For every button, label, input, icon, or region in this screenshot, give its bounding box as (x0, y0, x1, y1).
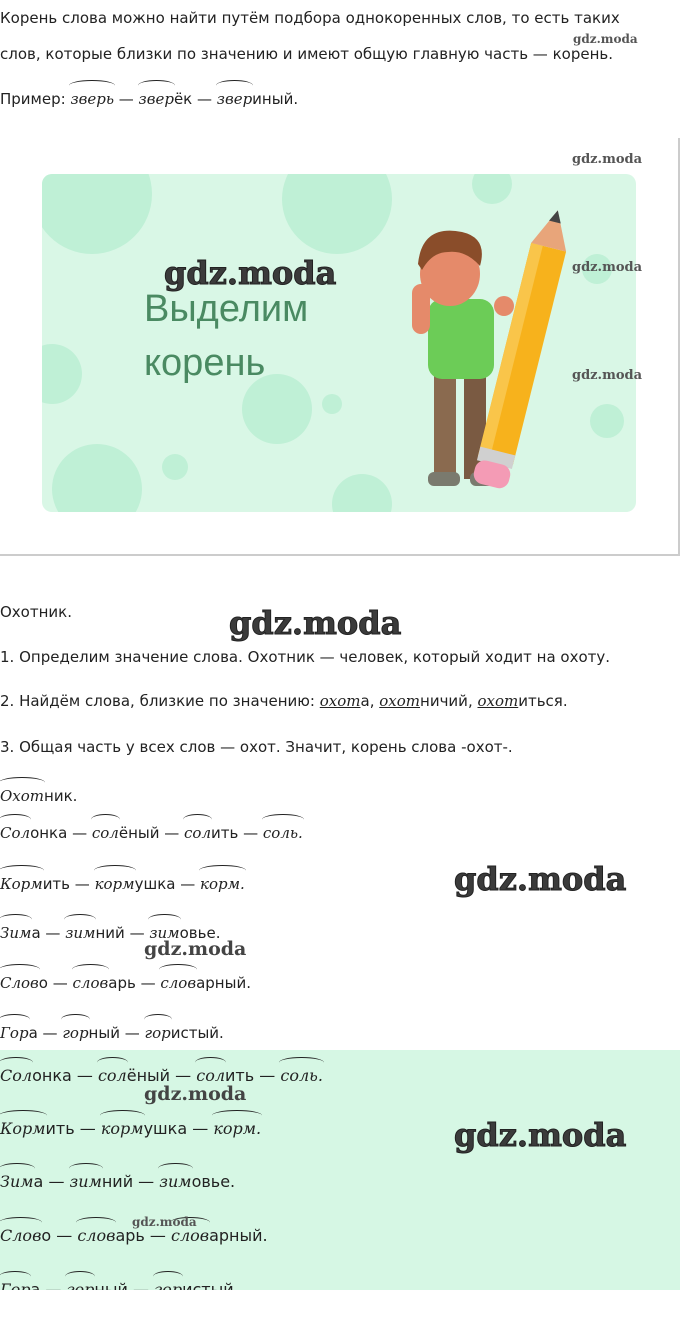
answer-word (0, 786, 77, 806)
word-ending: иться. (518, 692, 568, 710)
word-row: Гора — горный — гористый. (0, 1024, 224, 1042)
step-2: 2. Найдём слова, близкие по значению: охота, охотничий, охотиться. (0, 692, 568, 710)
step-2-prefix: 2. Найдём слова, близкие по значению: (0, 692, 320, 710)
root-mark: сол (97, 1066, 127, 1085)
word-row: Зима — зимний — зимовье. (0, 924, 221, 942)
intro-line-1: Корень слова можно найти путём подбора однокоренных слов, то есть таких (0, 9, 620, 27)
root-mark: корм. (200, 875, 245, 893)
root-mark: соль. (280, 1066, 323, 1085)
root-mark: зим (65, 924, 96, 942)
banner-image (42, 174, 636, 512)
word-row-highlighted: Солонка — солёный — солить — соль. (0, 1066, 323, 1085)
root-underlined: охот (319, 692, 361, 710)
watermark: gdz.moda (229, 604, 402, 642)
root-mark: корм (100, 1119, 144, 1138)
watermark: gdz.moda (144, 938, 247, 960)
root-mark: сол (91, 824, 119, 842)
root-mark: слов (77, 1226, 116, 1245)
root-mark: слов (171, 1226, 210, 1245)
root-mark: сол (184, 824, 212, 842)
watermark: gdz.moda (454, 860, 627, 898)
root-mark: гор (62, 1024, 89, 1042)
root-underlined: охот (477, 692, 519, 710)
root-mark: зим (159, 1172, 192, 1191)
root-underlined: охот (379, 692, 421, 710)
boy-with-pencil-illustration (392, 204, 572, 504)
banner-title-line-2: корень (144, 342, 266, 384)
root-mark: Сол (0, 1066, 33, 1085)
root-mark: зим (69, 1172, 102, 1191)
root-mark: зим (149, 924, 180, 942)
root-mark: Сол (0, 824, 31, 842)
root-mark: корм. (213, 1119, 262, 1138)
word-ending: ничий (420, 692, 468, 710)
watermark: gdz.moda (132, 1215, 197, 1229)
root-mark: соль. (262, 824, 303, 842)
root-mark: звер (216, 90, 253, 108)
root-mark: гор (144, 1024, 171, 1042)
word-row-highlighted: Кормить — кормушка — корм. (0, 1119, 262, 1138)
root-mark: зверь (70, 90, 114, 108)
step-1: 1. Определим значение слова. Охотник — человек, который ходит на охоту. (0, 648, 611, 666)
watermark: gdz.moda (572, 260, 643, 275)
example-label: Пример: (0, 90, 71, 108)
watermark: gdz.moda (164, 254, 337, 292)
word-row-highlighted: Зима — зимний — зимовье. (0, 1172, 236, 1191)
watermark: gdz.moda (144, 1083, 247, 1105)
intro-line-2: слов, которые близки по значению и имеют общую главную часть — корень. (0, 45, 613, 63)
root-mark: Корм (0, 1119, 46, 1138)
word-ending: иный. (252, 90, 299, 108)
watermark: gdz.moda (454, 1116, 627, 1154)
root-mark: Корм (0, 875, 43, 893)
root-mark: звер (138, 90, 174, 108)
step-3: 3. Общая часть у всех слов — охот. Значит, корень слова -охот-. (0, 738, 513, 756)
root-mark: Слов (0, 1226, 42, 1245)
word-row: Слово — словарь — словарный. (0, 974, 251, 992)
word-row: Солонка — солёный — солить — соль. (0, 824, 303, 842)
root-mark: Зим (0, 1172, 34, 1191)
root-mark: сол (196, 1066, 226, 1085)
root-mark: корм (94, 875, 135, 893)
root-mark: Зим (0, 924, 32, 942)
banner-title (144, 282, 308, 390)
watermark: gdz.moda (572, 152, 643, 167)
root-mark: слов (72, 974, 109, 992)
watermark: gdz.moda (573, 32, 638, 46)
root-mark: Гор (0, 1024, 29, 1042)
word-ending: ник. (44, 787, 78, 805)
watermark: gdz.moda (572, 368, 643, 383)
banner-title-line-1: Выделим (144, 288, 309, 330)
word-row-highlighted: Слово — словарь — словарный. (0, 1226, 268, 1245)
root-mark: Слов (0, 974, 39, 992)
banner-card (0, 138, 680, 556)
task-word: Охотник. (0, 603, 72, 621)
root-mark: Охот (0, 787, 45, 805)
root-mark: слов (160, 974, 197, 992)
page-cutoff (0, 1290, 680, 1325)
word-ending: ёк (173, 90, 193, 108)
word-ending: а (360, 692, 370, 710)
example-line: Пример: зверь — зверёк — звериный. (0, 90, 299, 108)
word-row: Кормить — кормушка — корм. (0, 875, 245, 893)
